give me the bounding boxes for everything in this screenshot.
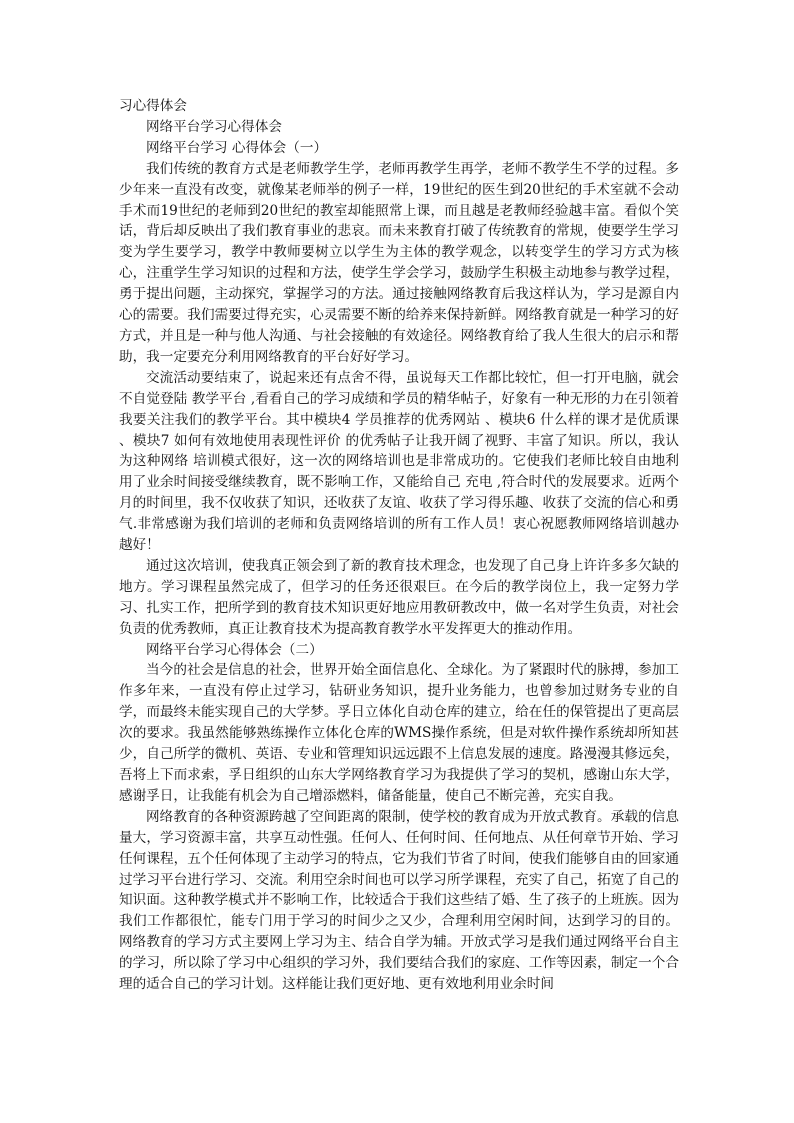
paragraph: 交流活动要结束了，说起来还有点舍不得，虽说每天工作都比较忙，但一打开电脑，就会不自觉登陆 教学平台 ,看看自己的学习成绩和学员的精华帖子，好象有一种无形的力在引领着我要关注我们的教学平台。其中模块4 学员推荐的优秀网站 、模块6 什么样的课才是优质课 、模块7 如何有效地使用表现性评价 的优秀帖子让我开阔了视野、丰富了知识。所以，我认为这种网络 培训模式很好，这一次的网络培训也是非常成功的。它使我们老师比较自由地利用了业余时间接受继续教育，既不影响工作，又能给自己 充电 ,符合时代的发展要求。近两个月的时间里，我不仅收获了知识，还收获了友谊、收获了学习得乐趣、收获了交流的信心和勇气.非常感谢为我们培训的老师和负责网络培训的所有工作人员！衷心祝愿教师网络培训越办越好！	[119, 369, 679, 554]
document-header-title: 习心得体会	[119, 98, 187, 114]
paragraph: 我们传统的教育方式是老师教学生学，老师再教学生再学，老师不教学生不学的过程。多少年来一直没有改变，就像某老师举的例子一样，19世纪的医生到20世纪的手术室就不会动手术而19世纪的老师到20世纪的教室却能照常上课，而且越是老教师经验越丰富。看似个笑话，背后却反映出了我们教育事业的悲哀。而未来教育打破了传统教育的常规，使要学生学习变为学生要学习，教学中教师要树立以学生为主体的教学观念，以转变学生的学习方式为核心，注重学生学习知识的过程和方法，使学生学会学习，鼓励学生积极主动地参与教学过程，勇于提出问题，主动探究，掌握学习的方法。通过接触网络教育后我这样认为，学习是源自内心的需要。我们需要过得充实，心灵需要不断的给养来保持新鲜。网络教育就是一种学习的好方式，并且是一种与他人沟通、与社会接触的有效途径。网络教育给了我人生很大的启示和帮助，我一定要充分利用网络教育的平台好好学习。	[119, 160, 679, 365]
paragraph: 通过这次培训，使我真正领会到了新的教育技术理念，也发现了自己身上许许多多欠缺的地方。学习课程虽然完成了，但学习的任务还很艰巨。在今后的教学岗位上，我一定努力学习、扎实工作，把所学到的教育技术知识更好地应用教研教改中，做一名对学生负责，对社会负责的优秀教师，真正让教育技术为提高教育教学水平发挥更大的推动作用。	[119, 557, 679, 637]
paragraph: 当今的社会是信息的社会，世界开始全面信息化、全球化。为了紧跟时代的脉搏，参加工作多年来，一直没有停止过学习，钻研业务知识，提升业务能力，也曾参加过财务专业的自学，而最终未能实现自己的大学梦。孚日立体化自动仓库的建立，给在任的保管提出了更高层次的要求。我虽然能够熟练操作立体化仓库的WMS操作系统，但是对软件操作系统却所知甚少，自己所学的微机、英语、专业和管理知识远远跟不上信息发展的速度。路漫漫其修远矣，吾将上下而求索，孚日组织的山东大学网络教育学习为我提供了学习的契机，感谢山东大学，感谢孚日，让我能有机会为自己增添燃料，储备能量，使自己不断完善，充实自我。	[119, 662, 679, 804]
paragraph: 网络教育的各种资源跨越了空间距离的限制，使学校的教育成为开放式教育。承载的信息量大，学习资源丰富，共享互动性强。任何人、任何时间、任何地点、从任何章节开始、学习任何课程，五个任何体现了主动学习的特点，它为我们节省了时间，使我们能够自由的回家通过学习平台进行学习、交流。利用空余时间也可以学习所学课程，充实了自己，拓宽了自己的知识面。这种教学模式并不影响工作，比较适合于我们这些结了婚、生了孩子的上班族。因为我们工作都很忙，能专门用于学习的时间少之又少，合理利用空闲时间，达到学习的目的。 网络教育的学习方式主要网上学习为主、结合自学为辅。开放式学习是我们通过网络平台自主的学习，所以除了学习中心组织的学习外，我们要结合我们的家庭、工作等因素，制定一个合理的适合自己的学习计划。这样能让我们更好地、更有效地利用业余时间	[119, 808, 679, 993]
section-2-title: 网络平台学习心得体会（二）	[146, 641, 323, 658]
section-1-title: 网络平台学习 心得体会（一）	[146, 139, 328, 156]
document-subtitle: 网络平台学习心得体会	[146, 118, 282, 135]
document-body	[119, 96, 679, 995]
